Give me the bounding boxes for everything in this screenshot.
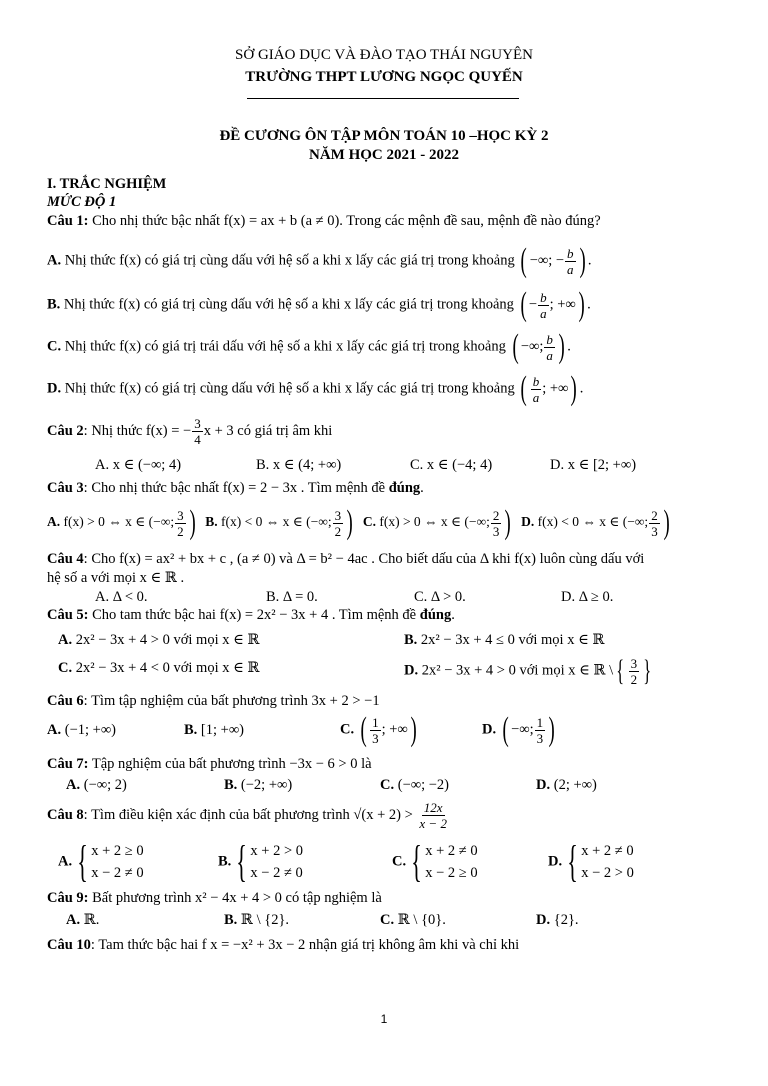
q3-a-label: A. — [47, 514, 61, 530]
q7-option-b — [224, 777, 292, 794]
q1-option-a: A. Nhị thức f(x) có giá trị cùng dấu với hệ số a khi x lấy các giá trị trong khoảng ( −∞; − $\frac{b}{a}$ ) . — [47, 242, 592, 279]
q1-a-text: Nhị thức f(x) có giá trị cùng dấu với hệ số a khi x lấy các giá trị trong khoảng — [64, 252, 515, 269]
q3-c-label: C. — [362, 514, 376, 530]
q5-a-label: A. — [58, 632, 73, 648]
q8-fraction: $\frac{12x}{x - 2}$ — [419, 800, 447, 831]
q1-option-b: B. Nhị thức f(x) có giá trị cùng dấu với hệ số a khi x lấy các giá trị trong khoảng ( − $\frac{b}{a}$ ; +∞) . — [47, 286, 591, 323]
q9-b-text: ℝ \ {2}. — [240, 912, 290, 928]
q1-a-label: A. — [47, 252, 62, 269]
school-year: NĂM HỌC 2021 - 2022 — [309, 147, 459, 163]
q4-option-b: B. Δ = 0. — [266, 589, 318, 605]
q8-a-label: A. — [58, 853, 73, 870]
header-divider — [247, 98, 519, 99]
q2-option-a: A. x ∈ (−∞; 4) — [95, 457, 182, 473]
question-6 — [47, 693, 380, 710]
q6-b-text: [1; +∞) — [200, 722, 244, 738]
q7-b-text: (−2; +∞) — [240, 777, 293, 793]
q5-option-a — [58, 632, 260, 649]
q7-a-label: A. — [66, 777, 81, 793]
q6-c-fraction: $\frac{1}{3}$ — [372, 714, 379, 746]
q3-stem: : Cho nhị thức bậc nhất f(x) = 2 − 3x . Tìm mệnh đề — [83, 480, 386, 496]
q8-d-line-2: x − 2 > 0 — [581, 865, 634, 881]
q6-d-label: D. — [482, 721, 497, 738]
q6-a-text: (−1; +∞) — [64, 722, 116, 738]
q7-c-label: C. — [380, 777, 395, 793]
q2-stem-pre: : Nhị thức f(x) = − — [83, 422, 192, 439]
question-2 — [47, 416, 332, 447]
q8-option-d: D. { x + 2 ≠ 0 x − 2 > 0 — [548, 837, 634, 886]
q10-label: Câu 10 — [47, 937, 91, 953]
q8-d-label: D. — [548, 853, 563, 870]
section-heading: I. TRẮC NGHIỆM — [47, 176, 167, 192]
question-8 — [47, 800, 450, 831]
question-5: Câu 5: Cho tam thức bậc hai f(x) = 2x² − 3x + 4 . Tìm mệnh đề đúng. — [47, 607, 455, 623]
q6-option-a — [47, 722, 116, 739]
q1-b-interval-suffix: ; +∞ — [549, 296, 576, 313]
q7-a-text: (−∞; 2) — [83, 777, 127, 793]
q3-label: Câu 3 — [47, 480, 84, 496]
q5-d-fraction: $\frac{3}{2}$ — [630, 655, 638, 687]
q2-label: Câu 2 — [47, 422, 84, 439]
q1-c-fraction: $\frac{b}{a}$ — [546, 331, 553, 363]
q3-c-fraction: $\frac{2}{3}$ — [492, 507, 500, 539]
q9-b-label: B. — [224, 912, 238, 928]
question-1 — [47, 213, 601, 230]
q7-c-text: (−∞; −2) — [397, 777, 449, 793]
level-heading: MỨC ĐỘ 1 — [47, 194, 117, 210]
q7-b-label: B. — [224, 777, 238, 793]
q3-b-label: B. — [205, 514, 218, 530]
q2-stem-post: x + 3 có giá trị âm khi — [203, 422, 333, 439]
q6-b-label: B. — [184, 722, 198, 738]
q6-label: Câu 6 — [47, 693, 84, 709]
question-7 — [47, 756, 372, 773]
q9-label: Câu 9: — [47, 890, 89, 906]
q4-label: Câu 4 — [47, 551, 84, 567]
q9-option-c — [380, 912, 446, 929]
q9-a-text: ℝ. — [83, 912, 100, 928]
q9-option-a — [66, 912, 99, 929]
q9-option-b — [224, 912, 289, 929]
q5-stem: Cho tam thức bậc hai f(x) = 2x² − 3x + 4 . Tìm mệnh đề — [92, 607, 417, 623]
q3-d-label: D. — [521, 514, 535, 530]
q8-c-line-1: x + 2 ≠ 0 — [425, 843, 478, 859]
q9-d-text: {2}. — [553, 912, 579, 928]
q1-b-label: B. — [47, 296, 61, 313]
q9-c-text: ℝ \ {0}. — [397, 912, 446, 928]
q8-a-line-1: x + 2 ≥ 0 — [91, 843, 144, 859]
question-10 — [47, 937, 519, 954]
q7-option-c — [380, 777, 449, 794]
q1-stem: Cho nhị thức bậc nhất f(x) = ax + b (a ≠ 0). Trong các mệnh đề sau, mệnh đề nào đúng? — [92, 213, 601, 229]
q7-label: Câu 7: — [47, 756, 89, 772]
q6-c-label: C. — [340, 721, 355, 738]
q4-stem-line-2: hệ số a với mọi x ∈ ℝ . — [47, 570, 185, 586]
q9-a-label: A. — [66, 912, 81, 928]
q8-option-b: B. { x + 2 > 0 x − 2 ≠ 0 — [218, 837, 304, 886]
q5-d-text: 2x² − 3x + 4 > 0 với mọi x ∈ ℝ \ — [421, 662, 614, 679]
q1-option-d: D. Nhị thức f(x) có giá trị cùng dấu với hệ số a khi x lấy các giá trị trong khoảng ( $\frac{b}{a}$ ; +∞) . — [47, 370, 584, 407]
question-3: Câu 3: Cho nhị thức bậc nhất f(x) = 2 − 3x . Tìm mệnh đề đúng. — [47, 480, 424, 496]
q6-d-fraction: $\frac{1}{3}$ — [536, 714, 544, 746]
q4-option-c: C. Δ > 0. — [414, 589, 466, 605]
q4-stem: : Cho f(x) = ax² + bx + c , (a ≠ 0) và Δ = b² − 4ac . Cho biết dấu của Δ khi f(x) luôn cùng dấu với — [83, 551, 645, 567]
q6-d-interval-prefix: −∞; — [511, 721, 534, 738]
q5-b-text: 2x² − 3x + 4 ≤ 0 với mọi x ∈ ℝ — [420, 632, 605, 648]
q8-c-label: C. — [392, 853, 407, 870]
q1-b-text: Nhị thức f(x) có giá trị cùng dấu với hệ số a khi x lấy các giá trị trong khoảng — [63, 296, 514, 313]
q6-option-d: D. ( −∞; $\frac{1}{3}$ ) — [482, 711, 555, 748]
q2-option-d: D. x ∈ [2; +∞) — [550, 457, 637, 473]
q5-option-b — [404, 632, 605, 649]
q8-label: Câu 8 — [47, 806, 84, 823]
document-title: ĐỀ CƯƠNG ÔN TẬP MÔN TOÁN 10 –HỌC KỲ 2 — [219, 128, 549, 144]
q7-d-text: (2; +∞) — [553, 777, 597, 793]
q8-b-label: B. — [218, 853, 232, 870]
q5-label: Câu 5: — [47, 607, 89, 623]
q6-a-label: A. — [47, 722, 62, 738]
q3-b-text: f(x) < 0 ⇔ x ∈ (−∞; — [221, 514, 332, 530]
q6-option-b — [184, 722, 244, 739]
q1-a-interval-prefix: −∞; − — [529, 252, 565, 269]
q5-option-d: D. 2x² − 3x + 4 > 0 với mọi x ∈ ℝ \ { $\frac{3}{2}$ } — [404, 654, 652, 687]
q2-fraction: $\frac{3}{4}$ — [194, 416, 201, 447]
q6-option-c: C. ( $\frac{1}{3}$ ; +∞) — [340, 711, 417, 748]
question-4 — [47, 551, 644, 568]
q5-d-label: D. — [404, 662, 419, 679]
q1-c-interval-prefix: −∞; — [520, 338, 544, 355]
q3-d-fraction: $\frac{2}{3}$ — [651, 507, 658, 539]
q1-c-text: Nhị thức f(x) có giá trị trái dấu với hệ số a khi x lấy các giá trị trong khoảng — [64, 338, 506, 355]
q1-d-text: Nhị thức f(x) có giá trị cùng dấu với hệ số a khi x lấy các giá trị trong khoảng — [64, 380, 515, 397]
q8-stem: : Tìm điều kiện xác định của bất phương trình √(x + 2) > — [83, 806, 413, 823]
q7-d-label: D. — [536, 777, 551, 793]
q1-b-fraction: $\frac{b}{a}$ — [540, 289, 547, 321]
q6-stem: : Tìm tập nghiệm của bất phương trình 3x + 2 > −1 — [83, 693, 380, 709]
q9-d-label: D. — [536, 912, 551, 928]
q1-d-label: D. — [47, 380, 62, 397]
q4-option-d: D. Δ ≥ 0. — [561, 589, 614, 605]
school-name: TRƯỜNG THPT LƯƠNG NGỌC QUYẾN — [245, 69, 523, 85]
q5-c-label: C. — [58, 660, 73, 676]
q8-d-line-1: x + 2 ≠ 0 — [581, 843, 634, 859]
q1-b-interval-prefix: − — [528, 296, 538, 313]
q6-c-interval-suffix: ; +∞ — [381, 721, 408, 738]
q9-stem: Bất phương trình x² − 4x + 4 > 0 có tập nghiệm là — [92, 890, 382, 906]
q7-stem: Tập nghiệm của bất phương trình −3x − 6 > 0 là — [91, 756, 372, 772]
q1-d-fraction: $\frac{b}{a}$ — [532, 373, 540, 405]
q3-a-fraction: $\frac{3}{2}$ — [177, 507, 184, 539]
q5-a-text: 2x² − 3x + 4 > 0 với mọi x ∈ ℝ — [75, 632, 260, 648]
q5-b-label: B. — [404, 632, 418, 648]
q1-c-label: C. — [47, 338, 62, 355]
q8-option-c: C. { x + 2 ≠ 0 x − 2 ≥ 0 — [392, 837, 478, 886]
q10-stem: : Tam thức bậc hai f x = −x² + 3x − 2 nhận giá trị không âm khi và chỉ khi — [90, 937, 520, 953]
q5-stem-bold: đúng — [419, 607, 452, 623]
question-9 — [47, 890, 382, 907]
q2-option-b: B. x ∈ (4; +∞) — [256, 457, 342, 473]
q8-option-a: A. { x + 2 ≥ 0 x − 2 ≠ 0 — [58, 837, 144, 886]
q1-option-c: C. Nhị thức f(x) có giá trị trái dấu với hệ số a khi x lấy các giá trị trong khoảng ( −∞; $\frac{b}{a}$ ) . — [47, 328, 571, 365]
q3-c-text: f(x) > 0 ⇔ x ∈ (−∞; — [379, 514, 490, 530]
q9-option-d — [536, 912, 579, 929]
q8-b-line-2: x − 2 ≠ 0 — [250, 865, 303, 881]
q8-b-line-1: x + 2 > 0 — [250, 843, 304, 859]
q2-option-c: C. x ∈ (−4; 4) — [410, 457, 493, 473]
q1-label: Câu 1: — [47, 213, 89, 229]
q3-stem-bold: đúng — [388, 480, 421, 496]
q3-options: A. f(x) > 0 ⇔ x ∈ (−∞; $\frac{3}{2}$ ) B. f(x) < 0 ⇔ x ∈ (−∞; $\frac{3}{2}$ ) C. f(x) > 0 ⇔ x ∈ (−∞; $\frac{2}{3}$ ) D. f(x) < 0 ⇔ x ∈ (−∞; $\frac{2}{3}$ ) — [47, 504, 670, 541]
q8-a-line-2: x − 2 ≠ 0 — [91, 865, 144, 881]
department-name: SỞ GIÁO DỤC VÀ ĐÀO TẠO THÁI NGUYÊN — [235, 47, 533, 63]
q7-option-a — [66, 777, 127, 794]
q5-option-c — [58, 660, 260, 677]
q5-c-text: 2x² − 3x + 4 < 0 với mọi x ∈ ℝ — [75, 660, 260, 676]
q4-option-a: A. Δ < 0. — [95, 589, 148, 605]
q1-a-fraction: $\frac{b}{a}$ — [567, 245, 574, 277]
q3-d-text: f(x) < 0 ⇔ x ∈ (−∞; — [537, 514, 649, 530]
q7-option-d — [536, 777, 597, 794]
q8-c-line-2: x − 2 ≥ 0 — [425, 865, 478, 881]
q9-c-label: C. — [380, 912, 395, 928]
q3-b-fraction: $\frac{3}{2}$ — [334, 507, 342, 539]
page-number: 1 — [380, 1012, 388, 1026]
q1-d-interval-suffix: ; +∞ — [542, 380, 569, 397]
q3-a-text: f(x) > 0 ⇔ x ∈ (−∞; — [63, 514, 175, 530]
